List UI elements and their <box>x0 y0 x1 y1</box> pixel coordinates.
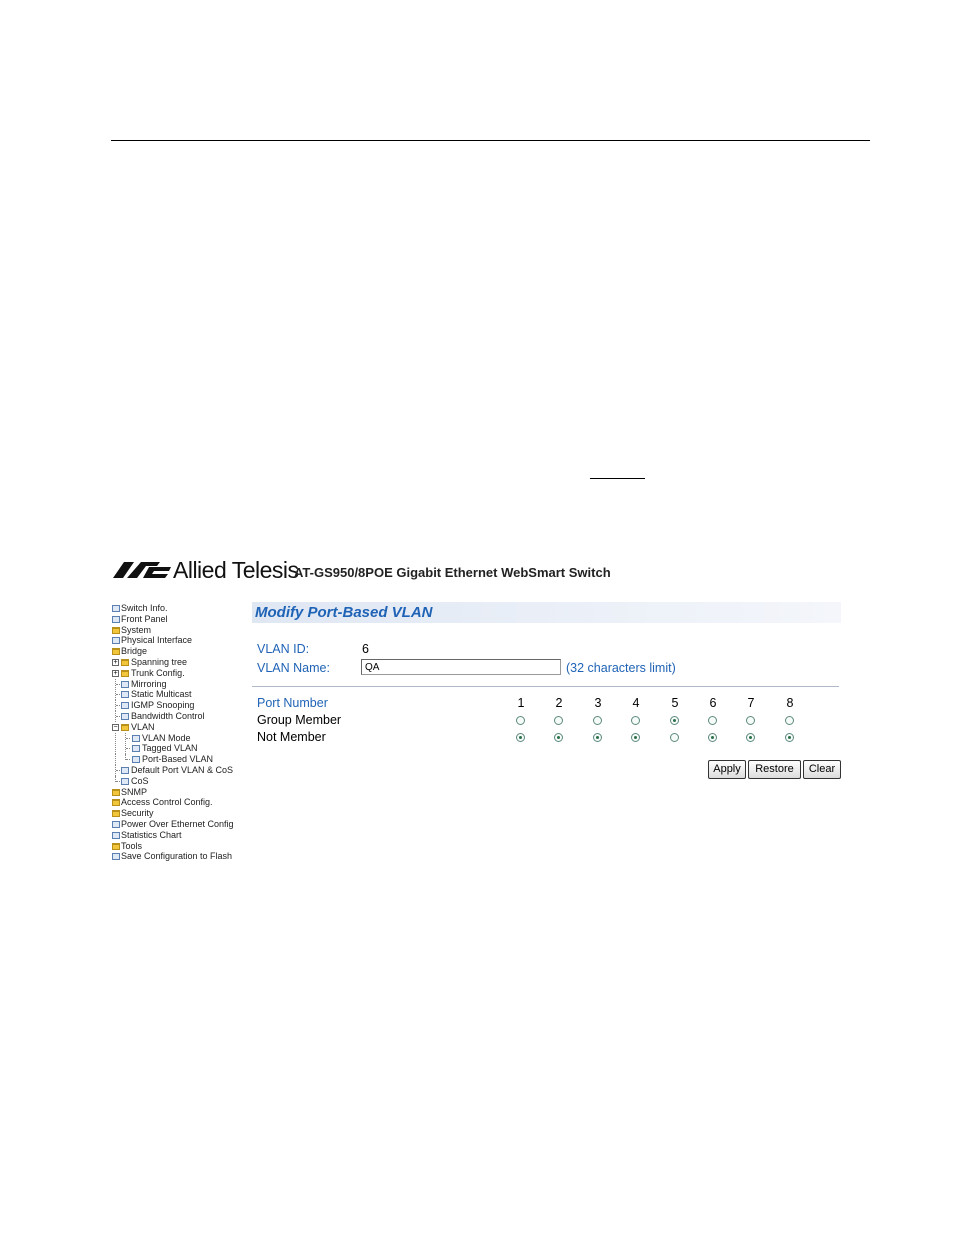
page-icon <box>132 735 140 742</box>
port-number-label: Port Number <box>257 696 328 710</box>
tree-connector <box>115 743 117 754</box>
not-member-radio-port-8[interactable] <box>785 733 794 742</box>
port-number-8: 8 <box>786 696 794 710</box>
port-number-5: 5 <box>671 696 679 710</box>
not-member-radio-port-2[interactable] <box>554 733 563 742</box>
sidebar-item-tagged-vlan[interactable]: Tagged VLAN <box>111 743 246 754</box>
port-number-2: 2 <box>555 696 563 710</box>
folder-icon <box>112 843 120 850</box>
port-number-1: 1 <box>517 696 525 710</box>
not-member-radio-port-4[interactable] <box>631 733 640 742</box>
sidebar-item-security[interactable]: Security <box>111 808 246 819</box>
page-icon <box>121 691 129 698</box>
sidebar-item-trunk-config[interactable]: + Trunk Config. <box>113 667 185 678</box>
page-icon <box>112 616 120 623</box>
sidebar-item-switch-info[interactable]: Switch Info. <box>111 603 246 614</box>
port-number-7: 7 <box>747 696 755 710</box>
vlan-id-value: 6 <box>362 642 369 656</box>
sidebar-item-system[interactable]: System <box>111 625 246 636</box>
tree-connector <box>115 754 117 765</box>
product-title: AT-GS950/8POE Gigabit Ethernet WebSmart Switch <box>294 565 611 580</box>
folder-open-icon <box>121 724 129 731</box>
vlan-name-label: VLAN Name: <box>257 661 330 675</box>
panel-header <box>252 602 841 623</box>
not-member-radio-port-3[interactable] <box>593 733 602 742</box>
page-title: Modify Port-Based VLAN <box>255 604 433 621</box>
sidebar-item-bridge[interactable]: Bridge <box>111 646 246 657</box>
tree-connector <box>115 733 117 744</box>
folder-open-icon <box>112 648 120 655</box>
page-icon <box>132 745 140 752</box>
collapse-minus-icon[interactable]: − <box>113 723 118 731</box>
page-icon <box>112 853 120 860</box>
tree-connector <box>126 738 130 740</box>
not-member-label: Not Member <box>257 730 326 744</box>
page-icon <box>121 702 129 709</box>
apply-button[interactable]: Apply <box>708 760 746 779</box>
tree-connector <box>126 748 130 750</box>
page-icon <box>112 605 120 612</box>
group-member-radio-port-7[interactable] <box>746 716 755 725</box>
allied-telesis-mark-icon <box>113 561 171 579</box>
divider <box>252 686 839 687</box>
group-member-radio-port-2[interactable] <box>554 716 563 725</box>
sidebar-item-spanning-tree[interactable]: + Spanning tree <box>113 656 188 667</box>
sidebar-item-igmp-snooping[interactable]: IGMP Snooping <box>111 700 246 711</box>
sidebar-item-bandwidth-control[interactable]: Bandwidth Control <box>111 711 246 722</box>
group-member-radio-port-8[interactable] <box>785 716 794 725</box>
page-icon <box>112 832 120 839</box>
top-rule <box>111 140 870 141</box>
sidebar-item-tools[interactable]: Tools <box>111 841 246 852</box>
not-member-radio-port-7[interactable] <box>746 733 755 742</box>
folder-icon <box>112 799 120 806</box>
port-number-4: 4 <box>632 696 640 710</box>
not-member-radio-port-5[interactable] <box>670 733 679 742</box>
page-icon <box>121 681 129 688</box>
sidebar-item-cos[interactable]: CoS <box>111 776 246 787</box>
sidebar-item-vlan[interactable]: − VLAN <box>113 721 155 732</box>
sidebar-item-access-control-config[interactable]: Access Control Config. <box>111 797 246 808</box>
page-icon <box>112 637 120 644</box>
sidebar-item-snmp[interactable]: SNMP <box>111 787 246 798</box>
not-member-radio-port-6[interactable] <box>708 733 717 742</box>
sidebar-tree <box>111 603 246 862</box>
page-icon <box>132 756 140 763</box>
vlan-id-label: VLAN ID: <box>257 642 310 656</box>
folder-icon <box>112 789 120 796</box>
sidebar-item-front-panel[interactable]: Front Panel <box>111 614 246 625</box>
group-member-label: Group Member <box>257 713 342 727</box>
vlan-name-input[interactable] <box>361 659 561 675</box>
group-member-radio-port-3[interactable] <box>593 716 602 725</box>
tree-connector <box>116 716 120 718</box>
port-number-6: 6 <box>709 696 717 710</box>
tree-connector <box>116 781 120 783</box>
sidebar-item-vlan-mode[interactable]: VLAN Mode <box>111 733 246 744</box>
expand-plus-icon[interactable]: + <box>113 669 118 677</box>
page-icon <box>121 713 129 720</box>
folder-icon <box>112 627 120 634</box>
expand-plus-icon[interactable]: + <box>113 658 118 666</box>
folder-icon <box>112 810 120 817</box>
folder-icon <box>121 670 129 677</box>
page-icon <box>121 767 129 774</box>
sidebar-item-physical-interface[interactable]: Physical Interface <box>111 635 246 646</box>
folder-icon <box>121 659 129 666</box>
underline-rule <box>590 478 645 479</box>
clear-button[interactable]: Clear <box>803 760 841 779</box>
not-member-radio-port-1[interactable] <box>516 733 525 742</box>
restore-button[interactable]: Restore <box>748 760 801 779</box>
group-member-radio-port-4[interactable] <box>631 716 640 725</box>
tree-connector <box>116 684 120 686</box>
sidebar-item-port-based-vlan[interactable]: Port-Based VLAN <box>111 754 246 765</box>
tree-connector <box>116 770 120 772</box>
page-icon <box>121 778 129 785</box>
name-limit-note: (32 characters limit) <box>566 661 676 675</box>
sidebar-item-save-configuration[interactable]: Save Configuration to Flash <box>111 851 246 862</box>
sidebar-item-statistics-chart[interactable]: Statistics Chart <box>111 830 246 841</box>
page-icon <box>112 821 120 828</box>
tree-connector <box>126 759 130 761</box>
sidebar-item-mirroring[interactable]: Mirroring <box>111 679 246 690</box>
port-number-3: 3 <box>594 696 602 710</box>
sidebar-item-poe-config[interactable]: Power Over Ethernet Config <box>111 819 246 830</box>
tree-connector <box>116 694 120 696</box>
tree-connector <box>116 705 120 707</box>
group-member-radio-port-1[interactable] <box>516 716 525 725</box>
sidebar-item-static-multicast[interactable]: Static Multicast <box>111 689 246 700</box>
group-member-radio-port-5[interactable] <box>670 716 679 725</box>
brand-name: Allied Telesis <box>173 557 299 583</box>
group-member-radio-port-6[interactable] <box>708 716 717 725</box>
sidebar-item-default-port-vlan-cos[interactable]: Default Port VLAN & CoS <box>111 765 246 776</box>
